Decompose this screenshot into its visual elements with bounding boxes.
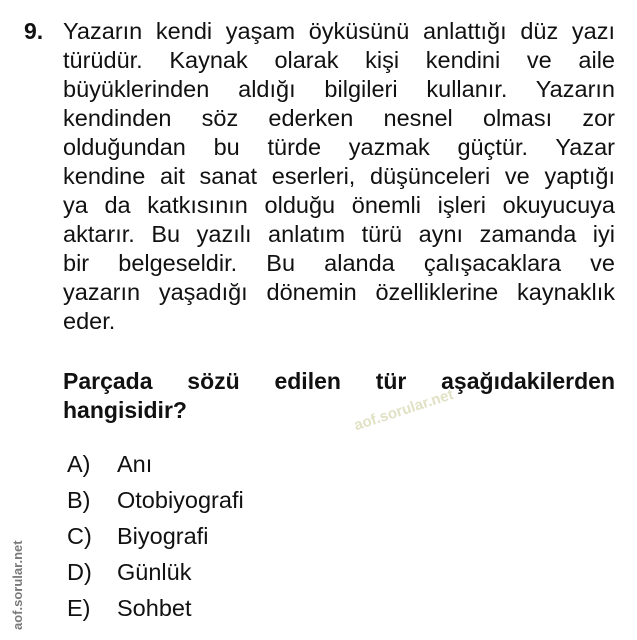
- passage-line: yazarın yaşadığı dönemin özelliklerine kaynaklık: [63, 279, 615, 305]
- option-letter: E): [67, 595, 91, 621]
- option-c[interactable]: [67, 518, 244, 554]
- question-prompt: [63, 367, 615, 425]
- option-text: Anı: [117, 451, 153, 477]
- option-text: Sohbet: [117, 595, 192, 621]
- prompt-line: Parçada sözü edilen tür aşağıdakilerden: [63, 368, 615, 394]
- option-letter: A): [67, 451, 91, 477]
- option-a[interactable]: [67, 446, 244, 482]
- option-text: Günlük: [117, 559, 192, 585]
- option-d[interactable]: [67, 554, 244, 590]
- prompt-line: hangisidir?: [63, 397, 187, 423]
- option-letter: B): [67, 487, 91, 513]
- option-text: Otobiyografi: [117, 487, 244, 513]
- option-letter: C): [67, 523, 92, 549]
- question-passage: [63, 17, 615, 336]
- option-letter: D): [67, 559, 92, 585]
- question-number: 9.: [24, 18, 44, 44]
- passage-line: ya da katkısının olduğu önemli işleri okuyucuya: [63, 192, 615, 218]
- answer-options: [67, 446, 244, 626]
- passage-line: kendinden söz ederken nesnel olması zor: [63, 105, 615, 131]
- watermark-side: aof.sorular.net: [10, 540, 25, 630]
- option-text: Biyografi: [117, 523, 209, 549]
- passage-line: türüdür. Kaynak olarak kişi kendini ve aile: [63, 47, 615, 73]
- passage-line: aktarır. Bu yazılı anlatım türü aynı zamanda iyi: [63, 221, 615, 247]
- passage-line: olduğundan bu türde yazmak güçtür. Yazar: [63, 134, 615, 160]
- passage-line: kendine ait sanat eserleri, düşünceleri ve yaptığı: [63, 163, 615, 189]
- passage-line: Yazarın kendi yaşam öyküsünü anlattığı düz yazı: [63, 18, 615, 44]
- option-b[interactable]: [67, 482, 244, 518]
- passage-line: büyüklerinden aldığı bilgileri kullanır. Yazarın: [63, 76, 615, 102]
- passage-line: bir belgeseldir. Bu alanda çalışacaklara ve: [63, 250, 615, 276]
- passage-line: eder.: [63, 308, 116, 334]
- option-e[interactable]: [67, 590, 244, 626]
- watermark-center: aof.sorular.net: [352, 386, 456, 435]
